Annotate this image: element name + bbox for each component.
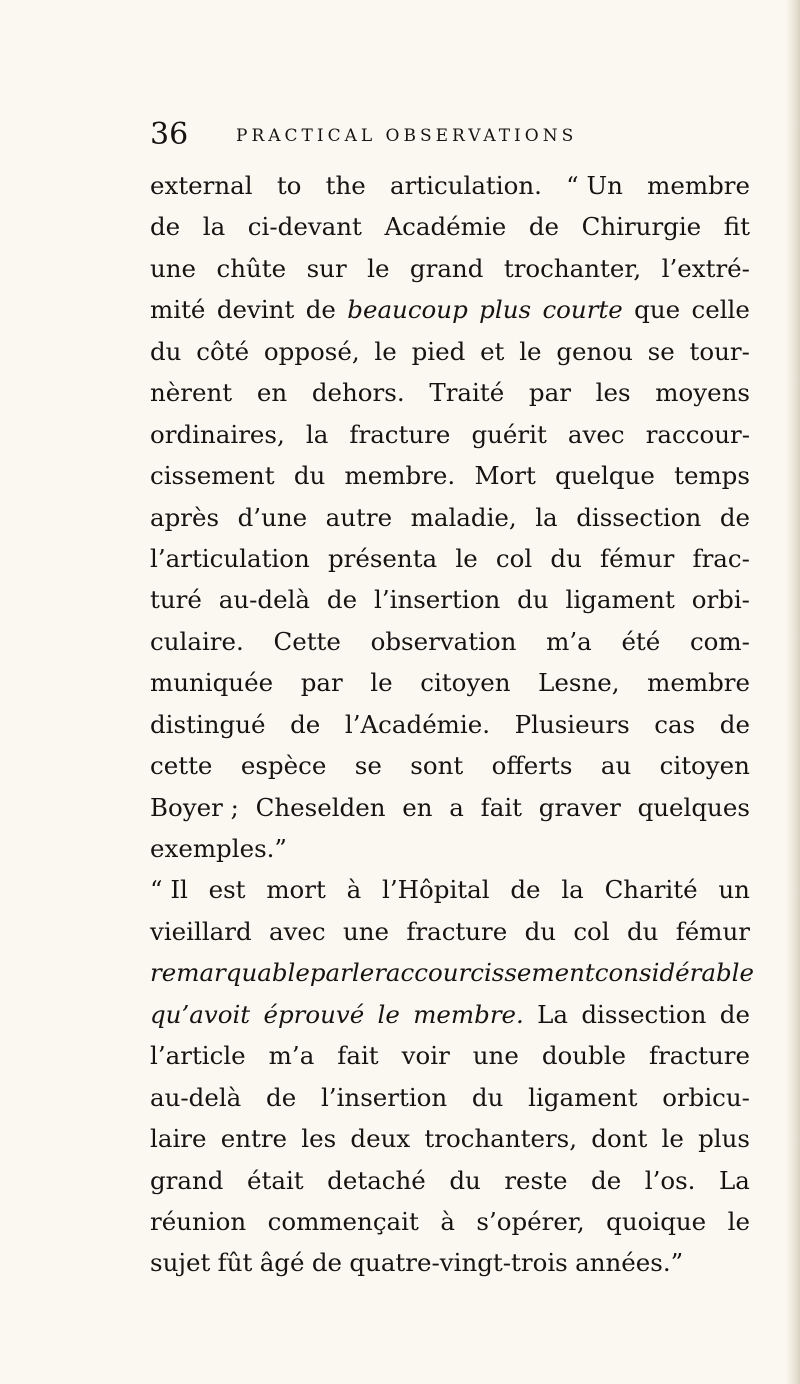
- word: l’os.: [644, 1165, 696, 1195]
- text-line: [150, 1242, 750, 1283]
- word: de: [311, 1248, 343, 1278]
- text-line: [150, 538, 750, 579]
- text-line: [150, 497, 750, 538]
- word: du: [449, 1165, 481, 1195]
- word: se: [354, 751, 382, 781]
- word: la: [535, 502, 558, 532]
- word: le: [374, 336, 397, 366]
- word: nèrent: [150, 378, 233, 408]
- word: la: [561, 875, 584, 905]
- body-text: [150, 165, 754, 1284]
- word: “ Un: [566, 171, 623, 200]
- word: un: [718, 875, 750, 905]
- word: voir: [401, 1041, 450, 1071]
- word: Lesne,: [538, 668, 620, 698]
- word: fait: [480, 792, 523, 822]
- text-line: [150, 1118, 750, 1159]
- text-line: [150, 1035, 750, 1076]
- word: devint: [216, 295, 295, 325]
- word: fût: [217, 1248, 253, 1278]
- word: de: [719, 999, 750, 1029]
- text-line: [150, 787, 750, 828]
- word: la: [305, 419, 329, 449]
- word: de: [150, 212, 181, 242]
- word: de: [528, 212, 560, 242]
- word: Plusieurs: [514, 709, 630, 739]
- word: genou: [556, 336, 633, 366]
- text-line: [150, 911, 750, 952]
- word: to: [276, 171, 302, 200]
- word: quelque: [555, 461, 655, 491]
- word: courte: [542, 295, 623, 325]
- word: “ Il: [150, 875, 188, 905]
- word: moyens: [655, 378, 750, 408]
- word: ligament: [528, 1082, 638, 1112]
- word: membre.: [413, 999, 524, 1029]
- word: guérit: [471, 419, 547, 449]
- text-line: [150, 165, 750, 206]
- word: membre: [647, 171, 750, 200]
- word: remarquable: [150, 958, 310, 988]
- word: quatre-vingt-trois: [349, 1248, 568, 1278]
- running-head: [150, 118, 750, 154]
- word: ligament: [565, 585, 675, 615]
- word: laire: [150, 1124, 207, 1154]
- text-line: [150, 579, 750, 620]
- word: fracture: [349, 419, 451, 449]
- text-line: [150, 828, 750, 869]
- word: le: [727, 1206, 750, 1236]
- word: ci-devant: [247, 212, 362, 242]
- word: par: [528, 378, 571, 408]
- text-line: [150, 869, 750, 910]
- word: external: [150, 171, 253, 200]
- word: le: [351, 958, 375, 988]
- word: cas: [654, 709, 696, 739]
- word: années.”: [575, 1248, 684, 1278]
- word: la: [202, 212, 226, 242]
- word: fémur: [600, 543, 675, 573]
- word: l’article: [150, 1041, 246, 1071]
- text-line: [150, 1160, 750, 1201]
- word: La: [537, 999, 569, 1029]
- word: offerts: [491, 751, 573, 781]
- word: celle: [691, 295, 750, 325]
- word: sont: [410, 751, 464, 781]
- word: trochanters,: [424, 1124, 578, 1154]
- text-line: [150, 704, 750, 745]
- word: orbicu-: [662, 1082, 750, 1112]
- word: une: [150, 253, 197, 283]
- word: citoyen: [659, 751, 750, 781]
- word: considérable: [594, 958, 754, 988]
- word: plus: [698, 1124, 750, 1154]
- word: temps: [674, 461, 750, 491]
- word: du: [524, 916, 557, 946]
- word: entre: [220, 1124, 288, 1154]
- text-line: [150, 745, 750, 786]
- word: fracture: [406, 916, 508, 946]
- word: l’Académie.: [344, 709, 491, 739]
- word: l’insertion: [320, 1082, 448, 1112]
- text-line: [150, 206, 750, 247]
- word: une: [472, 1041, 519, 1071]
- word: cette: [150, 751, 213, 781]
- word: graver: [538, 792, 621, 822]
- word: muniquée: [150, 668, 274, 698]
- word: sur: [306, 253, 347, 283]
- word: trochanter,: [503, 253, 642, 283]
- word: du: [550, 543, 582, 573]
- word: Chirurgie: [581, 212, 702, 242]
- word: fracture: [649, 1041, 750, 1071]
- word: frac-: [692, 543, 750, 573]
- word: a: [449, 792, 464, 822]
- word: plus: [479, 295, 532, 325]
- word: mité: [150, 295, 206, 325]
- word: en: [256, 378, 288, 408]
- word: culaire.: [150, 626, 244, 656]
- word: d’une: [237, 502, 308, 532]
- page-edge-shadow: [786, 0, 800, 1384]
- word: et: [480, 336, 505, 366]
- word: dont: [591, 1124, 648, 1154]
- running-title: PRACTICAL OBSERVATIONS: [236, 126, 578, 146]
- word: fémur: [675, 916, 750, 946]
- word: maladie,: [410, 502, 517, 532]
- word: éprouvé: [263, 999, 365, 1029]
- word: de: [290, 709, 321, 739]
- word: raccour-: [645, 419, 750, 449]
- word: dissection: [581, 999, 707, 1029]
- word: reste: [504, 1165, 568, 1195]
- word: de: [719, 502, 750, 532]
- word: l’extré-: [661, 253, 750, 283]
- word: grand: [150, 1165, 224, 1195]
- word: le: [455, 543, 478, 573]
- word: l’insertion: [374, 585, 501, 615]
- word: col: [573, 916, 610, 946]
- text-line: [150, 372, 750, 413]
- word: qu’avoit: [150, 999, 251, 1029]
- word: detaché: [327, 1165, 426, 1195]
- word: l’Hôpital: [382, 875, 490, 905]
- word: membre: [647, 668, 750, 698]
- text-line: [150, 662, 750, 703]
- text-line: [150, 455, 750, 496]
- word: de: [266, 1082, 297, 1112]
- word: par: [309, 958, 352, 988]
- word: Cette: [273, 626, 341, 656]
- text-line: [150, 1201, 750, 1242]
- word: mort: [266, 875, 326, 905]
- word: raccourcissement: [374, 958, 595, 988]
- word: espèce: [240, 751, 327, 781]
- word: double: [541, 1041, 627, 1071]
- word: dehors.: [311, 378, 405, 408]
- word: de: [326, 585, 358, 615]
- word: quoique: [606, 1206, 707, 1236]
- word: les: [301, 1124, 337, 1154]
- word: une: [342, 916, 390, 946]
- word: Cheselden: [255, 792, 386, 822]
- word: à: [346, 875, 362, 905]
- word: com-: [689, 626, 750, 656]
- text-line: [150, 994, 750, 1035]
- word: Charité: [604, 875, 698, 905]
- word: articulation.: [389, 171, 542, 200]
- word: tour-: [689, 336, 750, 366]
- word: du: [471, 1082, 504, 1112]
- word: Académie: [384, 212, 507, 242]
- word: en: [402, 792, 433, 822]
- word: présenta: [327, 543, 438, 573]
- word: côté: [196, 336, 250, 366]
- word: que: [634, 295, 681, 325]
- word: fait: [337, 1041, 379, 1071]
- word: été: [621, 626, 661, 656]
- text-line: [150, 414, 750, 455]
- word: le: [661, 1124, 684, 1154]
- word: col: [495, 543, 533, 573]
- word: le: [377, 999, 400, 1029]
- word: autre: [325, 502, 393, 532]
- word: du: [517, 585, 549, 615]
- word: de: [305, 295, 336, 325]
- word: turé: [150, 585, 202, 615]
- word: le: [367, 253, 390, 283]
- word: au: [600, 751, 632, 781]
- word: le: [370, 668, 393, 698]
- word: pied: [411, 336, 466, 366]
- word: exemples.”: [150, 834, 287, 863]
- text-line: [150, 952, 754, 993]
- word: orbi-: [691, 585, 750, 615]
- word: du: [293, 461, 326, 491]
- word: grand: [409, 253, 484, 283]
- word: fit: [723, 212, 750, 242]
- word: La: [719, 1165, 750, 1195]
- word: chûte: [216, 253, 287, 283]
- word: se: [647, 336, 675, 366]
- word: de: [591, 1165, 622, 1195]
- word: de: [719, 709, 750, 739]
- word: m’a: [546, 626, 592, 656]
- word: citoyen: [420, 668, 511, 698]
- word: beaucoup: [347, 295, 468, 325]
- word: dissection: [576, 502, 702, 532]
- word: opposé,: [263, 336, 360, 366]
- word: sujet: [150, 1248, 211, 1278]
- word: le: [519, 336, 542, 366]
- word: Boyer ;: [150, 792, 239, 822]
- text-line: [150, 1077, 750, 1118]
- text-line: [150, 248, 750, 289]
- word: par: [300, 668, 343, 698]
- word: deux: [350, 1124, 411, 1154]
- word: était: [247, 1165, 304, 1195]
- word: du: [626, 916, 659, 946]
- text-line: [150, 289, 750, 330]
- word: membre.: [344, 461, 456, 491]
- text-line: [150, 331, 750, 372]
- word: au-delà: [150, 1082, 242, 1112]
- word: Traité: [429, 378, 505, 408]
- word: commençait: [267, 1206, 419, 1236]
- word: de: [510, 875, 541, 905]
- word: avec: [567, 419, 625, 449]
- word: vieillard: [150, 916, 252, 946]
- word: Mort: [474, 461, 536, 491]
- word: distingué: [150, 709, 266, 739]
- word: m’a: [268, 1041, 315, 1071]
- word: est: [208, 875, 246, 905]
- word: cissement: [150, 461, 275, 491]
- word: après: [150, 502, 220, 532]
- word: avec: [268, 916, 326, 946]
- word: les: [595, 378, 631, 408]
- word: l’articulation: [150, 543, 310, 573]
- text-line: [150, 621, 750, 662]
- word: à: [440, 1206, 455, 1236]
- word: the: [325, 171, 366, 200]
- word: au-delà: [218, 585, 311, 615]
- page-number: 36: [150, 117, 189, 152]
- word: âgé: [259, 1248, 305, 1278]
- word: ordinaires,: [150, 419, 285, 449]
- word: réunion: [150, 1206, 247, 1236]
- word: s’opérer,: [476, 1206, 585, 1236]
- word: observation: [370, 626, 517, 656]
- word: quelques: [637, 792, 750, 822]
- word: du: [150, 336, 182, 366]
